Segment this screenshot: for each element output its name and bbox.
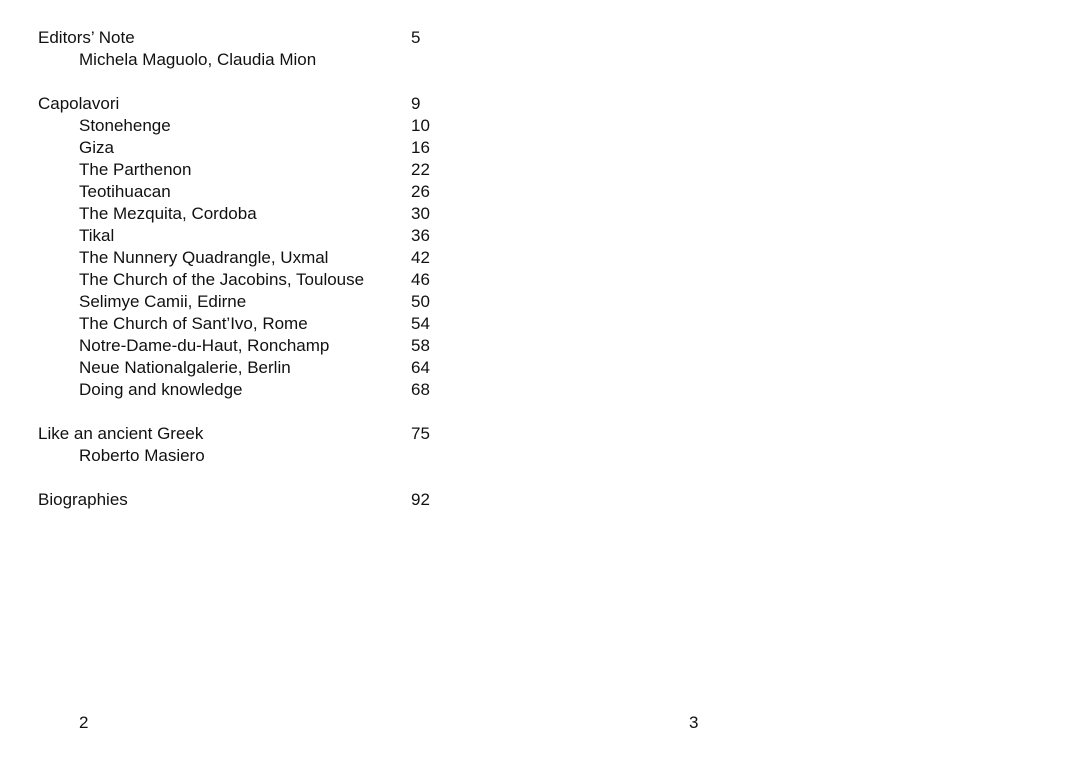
toc-spacer bbox=[38, 71, 458, 93]
toc-section-title: Biographies bbox=[38, 490, 128, 509]
toc-page-number: 92 bbox=[411, 490, 430, 509]
toc-author: Roberto Masiero bbox=[79, 446, 205, 465]
toc-page-number: 75 bbox=[411, 424, 430, 443]
right-page-number: 3 bbox=[689, 713, 699, 732]
toc-entry-title: Stonehenge bbox=[79, 116, 171, 135]
toc-entry-title: Selimye Camii, Edirne bbox=[79, 292, 247, 311]
toc-page-number: 5 bbox=[411, 28, 421, 47]
toc-section-title: Capolavori bbox=[38, 94, 120, 113]
toc-author-line bbox=[38, 445, 458, 467]
toc-entry-title: Tikal bbox=[79, 226, 115, 245]
left-page-number: 2 bbox=[79, 713, 89, 732]
toc-entry[interactable] bbox=[38, 159, 458, 181]
toc-entry-title: The Parthenon bbox=[79, 160, 192, 179]
toc-entry-title: The Church of the Jacobins, Toulouse bbox=[79, 270, 365, 289]
toc-page-number: 36 bbox=[411, 226, 430, 245]
toc-page-number: 22 bbox=[411, 160, 430, 179]
toc-entry[interactable] bbox=[38, 115, 458, 137]
toc-entry[interactable] bbox=[38, 291, 458, 313]
toc-entry-title: Notre-Dame-du-Haut, Ronchamp bbox=[79, 336, 330, 355]
toc-entry[interactable] bbox=[38, 203, 458, 225]
toc-entry-title: Teotihuacan bbox=[79, 182, 171, 201]
toc-page-number: 9 bbox=[411, 94, 421, 113]
toc-author-line bbox=[38, 49, 458, 71]
toc-section-capolavori[interactable] bbox=[38, 93, 458, 115]
table-of-contents bbox=[38, 27, 458, 511]
toc-page-number: 58 bbox=[411, 336, 430, 355]
toc-page-number: 46 bbox=[411, 270, 430, 289]
toc-entry-title: Doing and knowledge bbox=[79, 380, 243, 399]
toc-entry-title: Neue Nationalgalerie, Berlin bbox=[79, 358, 291, 377]
toc-entry[interactable] bbox=[38, 269, 458, 291]
toc-page-number: 30 bbox=[411, 204, 430, 223]
toc-entry[interactable] bbox=[38, 247, 458, 269]
toc-page-number: 68 bbox=[411, 380, 430, 399]
toc-entry[interactable] bbox=[38, 379, 458, 401]
toc-page-number: 54 bbox=[411, 314, 430, 333]
toc-spacer bbox=[38, 401, 458, 423]
toc-page-number: 50 bbox=[411, 292, 430, 311]
toc-page-number: 42 bbox=[411, 248, 430, 267]
toc-entry[interactable] bbox=[38, 137, 458, 159]
toc-entry-title: The Nunnery Quadrangle, Uxmal bbox=[79, 248, 329, 267]
toc-page-number: 10 bbox=[411, 116, 430, 135]
toc-page-number: 64 bbox=[411, 358, 430, 377]
toc-section-biographies[interactable] bbox=[38, 489, 458, 511]
toc-entry-title: The Mezquita, Cordoba bbox=[79, 204, 257, 223]
toc-spacer bbox=[38, 467, 458, 489]
toc-page-number: 26 bbox=[411, 182, 430, 201]
toc-section-title: Like an ancient Greek bbox=[38, 424, 204, 443]
toc-section-editors-note[interactable] bbox=[38, 27, 458, 49]
toc-entry[interactable] bbox=[38, 357, 458, 379]
toc-section-title: Editors’ Note bbox=[38, 28, 135, 47]
toc-entry[interactable] bbox=[38, 225, 458, 247]
toc-page-number: 16 bbox=[411, 138, 430, 157]
toc-section-like-an-ancient-greek[interactable] bbox=[38, 423, 458, 445]
toc-author: Michela Maguolo, Claudia Mion bbox=[79, 50, 317, 69]
toc-entry-title: Giza bbox=[79, 138, 114, 157]
toc-entry[interactable] bbox=[38, 181, 458, 203]
toc-entry[interactable] bbox=[38, 335, 458, 357]
toc-entry-title: The Church of Sant’Ivo, Rome bbox=[79, 314, 308, 333]
toc-entry[interactable] bbox=[38, 313, 458, 335]
